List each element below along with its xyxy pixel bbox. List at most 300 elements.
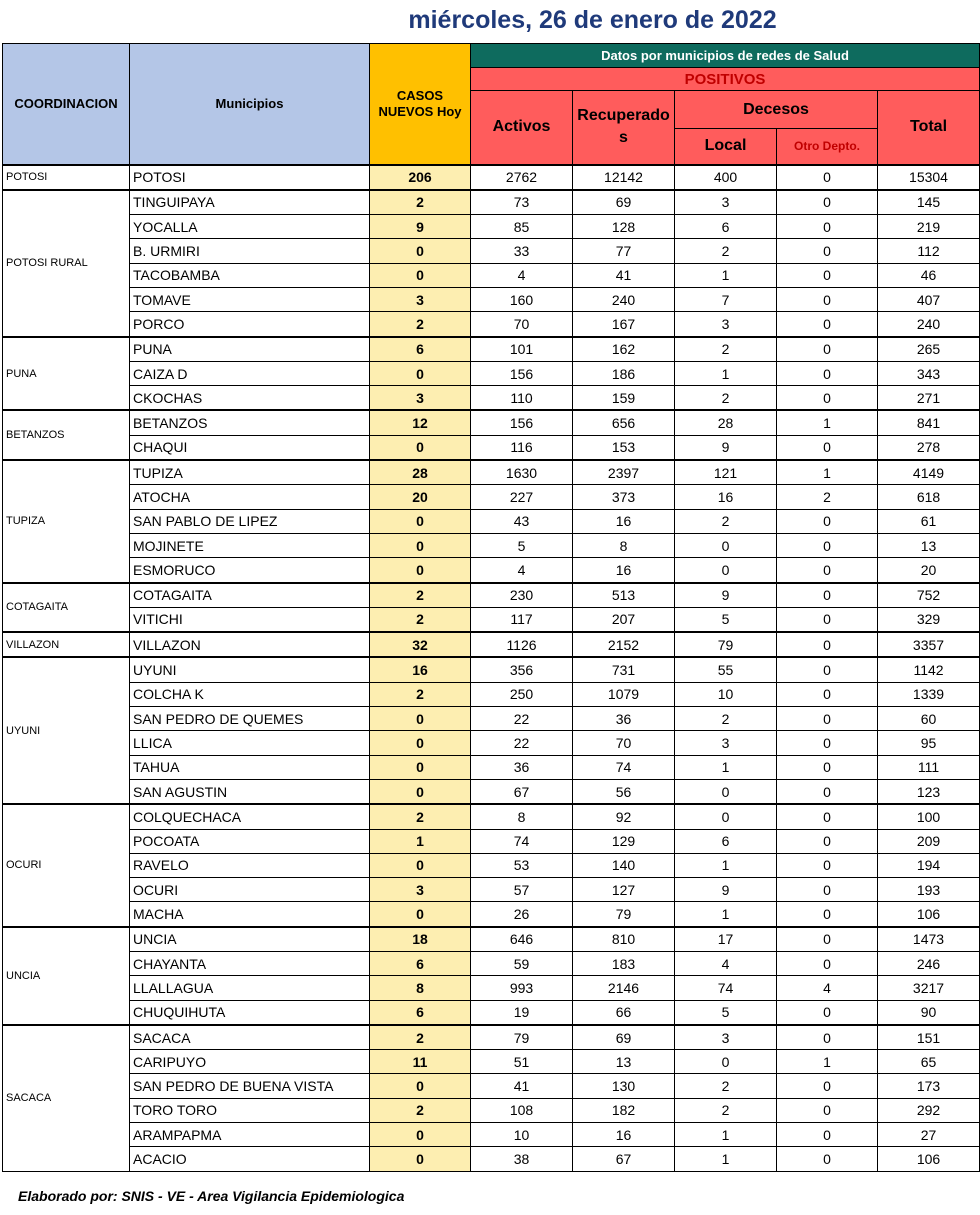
activos-cell: 59 — [471, 952, 573, 976]
casos-nuevos-cell: 0 — [370, 263, 471, 287]
municipio-cell: ARAMPAPMA — [130, 1123, 370, 1147]
casos-nuevos-cell: 3 — [370, 386, 471, 411]
decesos-otro-depto-cell: 0 — [777, 779, 878, 804]
recuperados-cell: 69 — [573, 1025, 675, 1050]
table-row — [3, 755, 980, 779]
coordinacion-cell: UYUNI — [3, 657, 130, 804]
municipio-cell: SAN PEDRO DE QUEMES — [130, 707, 370, 731]
total-cell: 292 — [878, 1098, 980, 1122]
activos-cell: 227 — [471, 485, 573, 509]
casos-nuevos-cell: 3 — [370, 878, 471, 902]
total-cell: 123 — [878, 779, 980, 804]
total-cell: 151 — [878, 1025, 980, 1050]
activos-cell: 156 — [471, 410, 573, 435]
recuperados-cell: 130 — [573, 1074, 675, 1098]
recuperados-cell: 12142 — [573, 165, 675, 190]
activos-cell: 51 — [471, 1050, 573, 1074]
casos-nuevos-cell: 3 — [370, 287, 471, 311]
activos-cell: 26 — [471, 902, 573, 927]
activos-cell: 4 — [471, 558, 573, 583]
activos-cell: 1126 — [471, 632, 573, 657]
total-cell: 145 — [878, 190, 980, 215]
total-cell: 27 — [878, 1123, 980, 1147]
decesos-otro-depto-cell: 0 — [777, 657, 878, 682]
recuperados-cell: 79 — [573, 902, 675, 927]
recuperados-cell: 513 — [573, 583, 675, 608]
municipio-cell: SACACA — [130, 1025, 370, 1050]
total-cell: 90 — [878, 1000, 980, 1025]
municipio-cell: POCOATA — [130, 829, 370, 853]
decesos-otro-depto-cell: 0 — [777, 632, 878, 657]
decesos-local-cell: 0 — [675, 804, 777, 829]
casos-nuevos-cell: 0 — [370, 779, 471, 804]
recuperados-cell: 129 — [573, 829, 675, 853]
decesos-otro-depto-cell: 0 — [777, 952, 878, 976]
total-cell: 841 — [878, 410, 980, 435]
total-cell: 752 — [878, 583, 980, 608]
total-cell: 65 — [878, 1050, 980, 1074]
decesos-otro-depto-cell: 0 — [777, 263, 878, 287]
coordinacion-cell: TUPIZA — [3, 460, 130, 582]
municipio-cell: CHAYANTA — [130, 952, 370, 976]
municipio-cell: TOMAVE — [130, 287, 370, 311]
activos-cell: 646 — [471, 927, 573, 952]
decesos-local-cell: 79 — [675, 632, 777, 657]
table-row — [3, 165, 980, 190]
decesos-local-cell: 121 — [675, 460, 777, 485]
decesos-otro-depto-cell: 0 — [777, 755, 878, 779]
decesos-local-cell: 2 — [675, 1098, 777, 1122]
table-row — [3, 558, 980, 583]
total-cell: 194 — [878, 853, 980, 877]
decesos-otro-depto-cell: 0 — [777, 337, 878, 362]
activos-cell: 230 — [471, 583, 573, 608]
total-cell: 106 — [878, 902, 980, 927]
table-row — [3, 239, 980, 263]
casos-nuevos-cell: 20 — [370, 485, 471, 509]
municipio-cell: CAIZA D — [130, 361, 370, 385]
recuperados-cell: 67 — [573, 1147, 675, 1171]
decesos-local-cell: 9 — [675, 583, 777, 608]
casos-nuevos-cell: 206 — [370, 165, 471, 190]
total-cell: 240 — [878, 312, 980, 337]
total-cell: 1339 — [878, 682, 980, 706]
total-cell: 193 — [878, 878, 980, 902]
table-row — [3, 1147, 980, 1171]
decesos-local-cell: 55 — [675, 657, 777, 682]
municipio-cell: MOJINETE — [130, 533, 370, 557]
municipio-cell: ACACIO — [130, 1147, 370, 1171]
recuperados-cell: 13 — [573, 1050, 675, 1074]
header-coordinacion: COORDINACION — [3, 44, 130, 165]
municipio-cell: COLCHA K — [130, 682, 370, 706]
coordinacion-cell: POTOSI — [3, 165, 130, 190]
municipio-cell: TACOBAMBA — [130, 263, 370, 287]
decesos-otro-depto-cell: 0 — [777, 361, 878, 385]
municipio-cell: SAN PABLO DE LIPEZ — [130, 509, 370, 533]
casos-nuevos-cell: 6 — [370, 1000, 471, 1025]
casos-nuevos-cell: 0 — [370, 1074, 471, 1098]
decesos-otro-depto-cell: 0 — [777, 607, 878, 632]
header-total: Total — [878, 91, 980, 165]
activos-cell: 156 — [471, 361, 573, 385]
header-casos-nuevos: CASOS NUEVOS Hoy — [370, 44, 471, 165]
total-cell: 95 — [878, 731, 980, 755]
decesos-otro-depto-cell: 0 — [777, 190, 878, 215]
decesos-local-cell: 5 — [675, 1000, 777, 1025]
recuperados-cell: 36 — [573, 707, 675, 731]
table-row — [3, 607, 980, 632]
recuperados-cell: 69 — [573, 190, 675, 215]
decesos-local-cell: 6 — [675, 215, 777, 239]
table-row — [3, 682, 980, 706]
decesos-local-cell: 28 — [675, 410, 777, 435]
table-row — [3, 460, 980, 485]
decesos-otro-depto-cell: 0 — [777, 731, 878, 755]
decesos-local-cell: 0 — [675, 558, 777, 583]
header-decesos: Decesos — [675, 91, 878, 129]
casos-nuevos-cell: 2 — [370, 1098, 471, 1122]
coordinacion-cell: BETANZOS — [3, 410, 130, 460]
activos-cell: 993 — [471, 976, 573, 1000]
municipio-cell: POTOSI — [130, 165, 370, 190]
table-row — [3, 829, 980, 853]
recuperados-cell: 127 — [573, 878, 675, 902]
activos-cell: 53 — [471, 853, 573, 877]
recuperados-cell: 731 — [573, 657, 675, 682]
table-row — [3, 1098, 980, 1122]
decesos-otro-depto-cell: 0 — [777, 312, 878, 337]
municipio-cell: YOCALLA — [130, 215, 370, 239]
table-row — [3, 361, 980, 385]
casos-nuevos-cell: 2 — [370, 1025, 471, 1050]
casos-nuevos-cell: 0 — [370, 1147, 471, 1171]
footer-credit: Elaborado por: SNIS - VE - Area Vigilancia Epidemiologica — [18, 1188, 405, 1204]
decesos-local-cell: 6 — [675, 829, 777, 853]
municipio-cell: COTAGAITA — [130, 583, 370, 608]
casos-nuevos-cell: 2 — [370, 607, 471, 632]
activos-cell: 117 — [471, 607, 573, 632]
table-row — [3, 1123, 980, 1147]
casos-nuevos-cell: 12 — [370, 410, 471, 435]
table-row — [3, 632, 980, 657]
decesos-otro-depto-cell: 0 — [777, 533, 878, 557]
recuperados-cell: 656 — [573, 410, 675, 435]
activos-cell: 33 — [471, 239, 573, 263]
municipio-cell: TORO TORO — [130, 1098, 370, 1122]
table-row — [3, 1000, 980, 1025]
casos-nuevos-cell: 0 — [370, 902, 471, 927]
municipio-cell: MACHA — [130, 902, 370, 927]
municipio-cell: COLQUECHACA — [130, 804, 370, 829]
decesos-local-cell: 2 — [675, 386, 777, 411]
decesos-otro-depto-cell: 0 — [777, 927, 878, 952]
decesos-otro-depto-cell: 0 — [777, 583, 878, 608]
casos-nuevos-cell: 8 — [370, 976, 471, 1000]
decesos-local-cell: 2 — [675, 239, 777, 263]
recuperados-cell: 162 — [573, 337, 675, 362]
decesos-otro-depto-cell: 0 — [777, 902, 878, 927]
decesos-local-cell: 17 — [675, 927, 777, 952]
recuperados-cell: 70 — [573, 731, 675, 755]
header-recuperados: Recuperados — [573, 91, 675, 165]
activos-cell: 160 — [471, 287, 573, 311]
table-row — [3, 1025, 980, 1050]
recuperados-cell: 373 — [573, 485, 675, 509]
decesos-local-cell: 74 — [675, 976, 777, 1000]
casos-nuevos-cell: 2 — [370, 312, 471, 337]
casos-nuevos-cell: 1 — [370, 829, 471, 853]
coordinacion-cell: SACACA — [3, 1025, 130, 1171]
decesos-local-cell: 3 — [675, 1025, 777, 1050]
decesos-local-cell: 9 — [675, 435, 777, 460]
decesos-otro-depto-cell: 0 — [777, 509, 878, 533]
total-cell: 60 — [878, 707, 980, 731]
table-row — [3, 707, 980, 731]
activos-cell: 79 — [471, 1025, 573, 1050]
activos-cell: 67 — [471, 779, 573, 804]
recuperados-cell: 2152 — [573, 632, 675, 657]
decesos-otro-depto-cell: 0 — [777, 165, 878, 190]
activos-cell: 70 — [471, 312, 573, 337]
table-row — [3, 804, 980, 829]
activos-cell: 22 — [471, 731, 573, 755]
decesos-local-cell: 1 — [675, 1123, 777, 1147]
decesos-local-cell: 2 — [675, 337, 777, 362]
recuperados-cell: 140 — [573, 853, 675, 877]
table-body — [3, 165, 980, 1172]
coordinacion-cell: COTAGAITA — [3, 583, 130, 633]
casos-nuevos-cell: 6 — [370, 952, 471, 976]
casos-nuevos-cell: 11 — [370, 1050, 471, 1074]
decesos-otro-depto-cell: 0 — [777, 682, 878, 706]
decesos-otro-depto-cell: 0 — [777, 707, 878, 731]
decesos-otro-depto-cell: 2 — [777, 485, 878, 509]
municipio-cell: VILLAZON — [130, 632, 370, 657]
table-row — [3, 215, 980, 239]
decesos-otro-depto-cell: 0 — [777, 853, 878, 877]
header-otro-depto: Otro Depto. — [777, 129, 878, 165]
activos-cell: 1630 — [471, 460, 573, 485]
cases-table — [2, 43, 980, 1172]
activos-cell: 8 — [471, 804, 573, 829]
municipio-cell: TINGUIPAYA — [130, 190, 370, 215]
table-row — [3, 927, 980, 952]
decesos-otro-depto-cell: 0 — [777, 1098, 878, 1122]
decesos-local-cell: 1 — [675, 361, 777, 385]
table-row — [3, 485, 980, 509]
recuperados-cell: 186 — [573, 361, 675, 385]
municipio-cell: CHAQUI — [130, 435, 370, 460]
activos-cell: 101 — [471, 337, 573, 362]
recuperados-cell: 810 — [573, 927, 675, 952]
table-row — [3, 657, 980, 682]
coordinacion-cell: VILLAZON — [3, 632, 130, 657]
total-cell: 265 — [878, 337, 980, 362]
total-cell: 20 — [878, 558, 980, 583]
activos-cell: 22 — [471, 707, 573, 731]
municipio-cell: ATOCHA — [130, 485, 370, 509]
coordinacion-cell: POTOSI RURAL — [3, 190, 130, 337]
header-datos: Datos por municipios de redes de Salud — [471, 44, 980, 68]
recuperados-cell: 240 — [573, 287, 675, 311]
total-cell: 3217 — [878, 976, 980, 1000]
table-row — [3, 386, 980, 411]
decesos-otro-depto-cell: 0 — [777, 1123, 878, 1147]
recuperados-cell: 153 — [573, 435, 675, 460]
recuperados-cell: 56 — [573, 779, 675, 804]
total-cell: 1142 — [878, 657, 980, 682]
recuperados-cell: 66 — [573, 1000, 675, 1025]
table-row — [3, 287, 980, 311]
decesos-local-cell: 400 — [675, 165, 777, 190]
casos-nuevos-cell: 32 — [370, 632, 471, 657]
recuperados-cell: 1079 — [573, 682, 675, 706]
recuperados-cell: 8 — [573, 533, 675, 557]
decesos-otro-depto-cell: 0 — [777, 239, 878, 263]
municipio-cell: BETANZOS — [130, 410, 370, 435]
recuperados-cell: 128 — [573, 215, 675, 239]
total-cell: 111 — [878, 755, 980, 779]
decesos-local-cell: 16 — [675, 485, 777, 509]
decesos-local-cell: 0 — [675, 1050, 777, 1074]
municipio-cell: PORCO — [130, 312, 370, 337]
casos-nuevos-cell: 0 — [370, 533, 471, 557]
casos-nuevos-cell: 18 — [370, 927, 471, 952]
decesos-local-cell: 3 — [675, 731, 777, 755]
municipio-cell: TAHUA — [130, 755, 370, 779]
recuperados-cell: 41 — [573, 263, 675, 287]
casos-nuevos-cell: 16 — [370, 657, 471, 682]
decesos-otro-depto-cell: 0 — [777, 804, 878, 829]
recuperados-cell: 92 — [573, 804, 675, 829]
decesos-otro-depto-cell: 1 — [777, 410, 878, 435]
decesos-local-cell: 4 — [675, 952, 777, 976]
total-cell: 4149 — [878, 460, 980, 485]
decesos-otro-depto-cell: 4 — [777, 976, 878, 1000]
total-cell: 278 — [878, 435, 980, 460]
activos-cell: 2762 — [471, 165, 573, 190]
coordinacion-cell: UNCIA — [3, 927, 130, 1025]
total-cell: 407 — [878, 287, 980, 311]
activos-cell: 10 — [471, 1123, 573, 1147]
casos-nuevos-cell: 28 — [370, 460, 471, 485]
decesos-otro-depto-cell: 0 — [777, 558, 878, 583]
municipio-cell: UNCIA — [130, 927, 370, 952]
table-row — [3, 337, 980, 362]
total-cell: 271 — [878, 386, 980, 411]
casos-nuevos-cell: 9 — [370, 215, 471, 239]
total-cell: 209 — [878, 829, 980, 853]
decesos-otro-depto-cell: 0 — [777, 1074, 878, 1098]
municipio-cell: RAVELO — [130, 853, 370, 877]
casos-nuevos-cell: 2 — [370, 804, 471, 829]
activos-cell: 74 — [471, 829, 573, 853]
decesos-local-cell: 10 — [675, 682, 777, 706]
activos-cell: 108 — [471, 1098, 573, 1122]
casos-nuevos-cell: 0 — [370, 755, 471, 779]
total-cell: 100 — [878, 804, 980, 829]
total-cell: 15304 — [878, 165, 980, 190]
decesos-local-cell: 1 — [675, 1147, 777, 1171]
decesos-otro-depto-cell: 0 — [777, 435, 878, 460]
activos-cell: 116 — [471, 435, 573, 460]
casos-nuevos-cell: 6 — [370, 337, 471, 362]
decesos-otro-depto-cell: 0 — [777, 1025, 878, 1050]
municipio-cell: OCURI — [130, 878, 370, 902]
municipio-cell: CKOCHAS — [130, 386, 370, 411]
casos-nuevos-cell: 0 — [370, 239, 471, 263]
recuperados-cell: 207 — [573, 607, 675, 632]
decesos-local-cell: 1 — [675, 755, 777, 779]
municipio-cell: VITICHI — [130, 607, 370, 632]
total-cell: 246 — [878, 952, 980, 976]
casos-nuevos-cell: 0 — [370, 707, 471, 731]
decesos-otro-depto-cell: 1 — [777, 1050, 878, 1074]
casos-nuevos-cell: 2 — [370, 190, 471, 215]
casos-nuevos-cell: 0 — [370, 435, 471, 460]
recuperados-cell: 167 — [573, 312, 675, 337]
decesos-local-cell: 1 — [675, 263, 777, 287]
total-cell: 13 — [878, 533, 980, 557]
decesos-local-cell: 3 — [675, 190, 777, 215]
decesos-local-cell: 0 — [675, 779, 777, 804]
decesos-local-cell: 2 — [675, 1074, 777, 1098]
casos-nuevos-cell: 0 — [370, 853, 471, 877]
decesos-otro-depto-cell: 0 — [777, 1147, 878, 1171]
decesos-local-cell: 9 — [675, 878, 777, 902]
total-cell: 1473 — [878, 927, 980, 952]
decesos-local-cell: 1 — [675, 853, 777, 877]
table-row — [3, 312, 980, 337]
decesos-otro-depto-cell: 0 — [777, 878, 878, 902]
activos-cell: 38 — [471, 1147, 573, 1171]
activos-cell: 57 — [471, 878, 573, 902]
activos-cell: 4 — [471, 263, 573, 287]
casos-nuevos-cell: 0 — [370, 558, 471, 583]
table-row — [3, 976, 980, 1000]
activos-cell: 19 — [471, 1000, 573, 1025]
header-municipios: Municipios — [130, 44, 370, 165]
decesos-otro-depto-cell: 0 — [777, 386, 878, 411]
table-row — [3, 190, 980, 215]
casos-nuevos-cell: 0 — [370, 731, 471, 755]
decesos-local-cell: 0 — [675, 533, 777, 557]
municipio-cell: ESMORUCO — [130, 558, 370, 583]
activos-cell: 85 — [471, 215, 573, 239]
activos-cell: 43 — [471, 509, 573, 533]
total-cell: 106 — [878, 1147, 980, 1171]
decesos-local-cell: 5 — [675, 607, 777, 632]
header-local: Local — [675, 129, 777, 165]
total-cell: 329 — [878, 607, 980, 632]
decesos-local-cell: 1 — [675, 902, 777, 927]
municipio-cell: CHUQUIHUTA — [130, 1000, 370, 1025]
municipio-cell: SAN AGUSTIN — [130, 779, 370, 804]
total-cell: 3357 — [878, 632, 980, 657]
activos-cell: 5 — [471, 533, 573, 557]
table-row — [3, 878, 980, 902]
recuperados-cell: 2146 — [573, 976, 675, 1000]
table-row — [3, 952, 980, 976]
municipio-cell: LLICA — [130, 731, 370, 755]
decesos-local-cell: 2 — [675, 509, 777, 533]
table-row — [3, 1074, 980, 1098]
total-cell: 219 — [878, 215, 980, 239]
decesos-otro-depto-cell: 0 — [777, 287, 878, 311]
municipio-cell: UYUNI — [130, 657, 370, 682]
table-row — [3, 779, 980, 804]
